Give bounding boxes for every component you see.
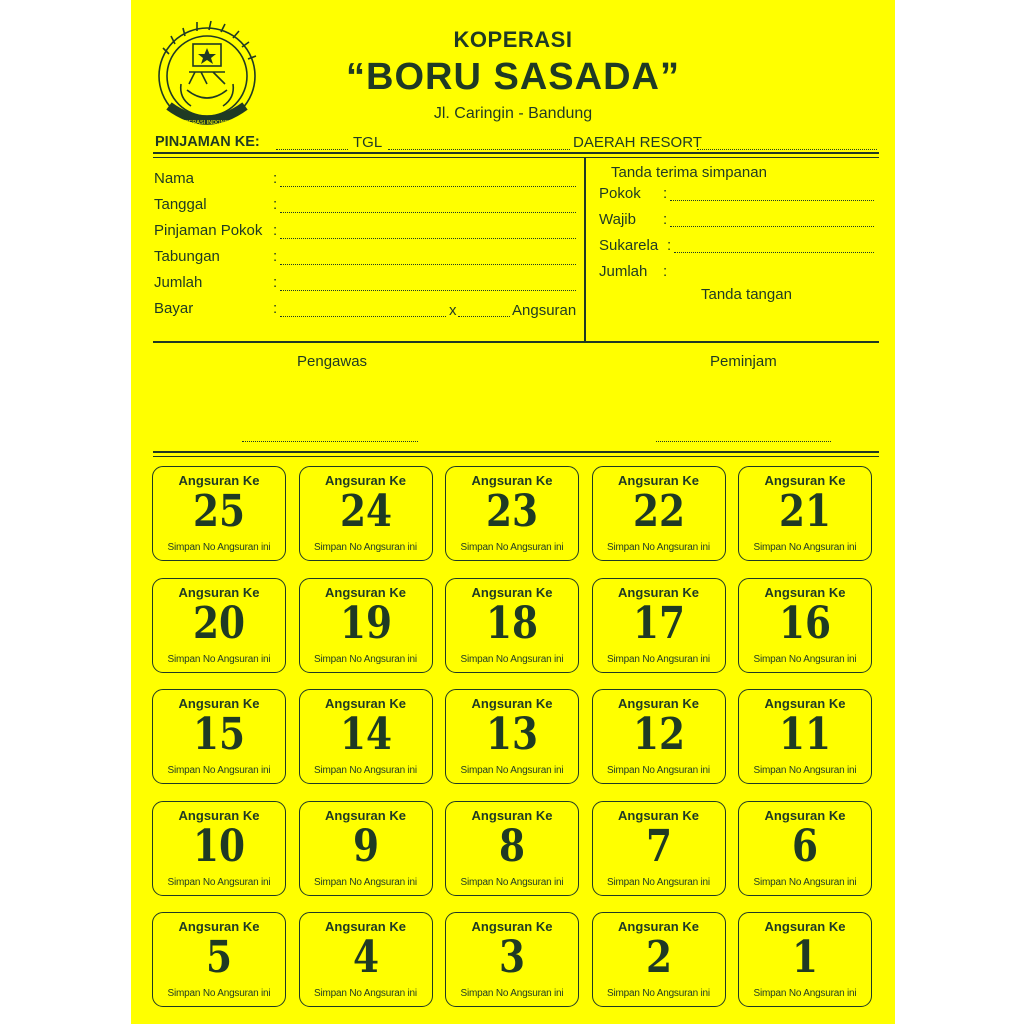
wajib-field[interactable] bbox=[670, 226, 874, 227]
jumlah-colon: : bbox=[273, 274, 278, 291]
installment-box[interactable] bbox=[445, 466, 579, 561]
bayar-amount-field[interactable] bbox=[280, 316, 446, 317]
installment-box[interactable] bbox=[592, 578, 726, 673]
bayar-count-field[interactable] bbox=[458, 316, 510, 317]
installment-header: Angsuran Ke bbox=[178, 807, 260, 823]
sukarela-field[interactable] bbox=[674, 252, 874, 253]
installment-box[interactable] bbox=[152, 912, 286, 1007]
installment-header: Angsuran Ke bbox=[764, 919, 846, 934]
installment-box[interactable] bbox=[738, 801, 872, 896]
loan-card bbox=[131, 0, 895, 1024]
top-rule bbox=[153, 152, 879, 154]
installment-header: Angsuran Ke bbox=[471, 584, 553, 600]
nama-field[interactable] bbox=[280, 186, 576, 187]
logo-text: KOPERASI INDONESIA bbox=[177, 120, 237, 126]
bayar-x: x bbox=[449, 302, 457, 319]
installment-box[interactable] bbox=[738, 466, 872, 561]
lower-rule-thin bbox=[153, 456, 879, 457]
wajib-colon: : bbox=[663, 211, 668, 228]
installment-number: 15 bbox=[192, 709, 246, 760]
pinjaman-ke-field[interactable] bbox=[276, 149, 348, 150]
installment-header: Angsuran Ke bbox=[618, 696, 699, 711]
installment-number: 14 bbox=[339, 709, 392, 760]
installment-number: 21 bbox=[778, 486, 832, 537]
pinjaman-ke-label: PINJAMAN KE: bbox=[155, 134, 260, 150]
installment-box[interactable] bbox=[738, 578, 872, 673]
installment-footer: Simpan No Angsuran ini bbox=[607, 765, 710, 776]
installment-header: Angsuran Ke bbox=[325, 807, 406, 823]
tanggal-label: Tanggal bbox=[154, 196, 207, 213]
sukarela-label: Sukarela bbox=[599, 237, 659, 254]
pokok-colon: : bbox=[663, 185, 668, 202]
installment-box[interactable] bbox=[152, 466, 286, 561]
pinjaman-pokok-colon: : bbox=[273, 222, 278, 239]
installment-box[interactable] bbox=[299, 466, 433, 561]
installment-number: 2 bbox=[645, 932, 672, 983]
installment-header: Angsuran Ke bbox=[618, 584, 699, 600]
installment-number: 25 bbox=[192, 486, 246, 537]
installment-box[interactable] bbox=[445, 578, 579, 673]
installment-header: Angsuran Ke bbox=[764, 473, 846, 488]
tanggal-colon: : bbox=[273, 196, 278, 213]
installment-header: Angsuran Ke bbox=[178, 919, 260, 934]
installment-box[interactable] bbox=[445, 912, 579, 1007]
installment-box[interactable] bbox=[738, 912, 872, 1007]
installment-box[interactable] bbox=[299, 912, 433, 1007]
installment-footer: Simpan No Angsuran ini bbox=[460, 765, 564, 776]
installment-number: 19 bbox=[339, 597, 392, 649]
installment-header: Angsuran Ke bbox=[325, 696, 406, 711]
peminjam-label: Peminjam bbox=[710, 353, 777, 370]
sukarela-colon: : bbox=[667, 237, 672, 254]
installment-number: 4 bbox=[352, 932, 379, 983]
installment-footer: Simpan No Angsuran ini bbox=[753, 988, 857, 999]
tgl-field[interactable] bbox=[388, 149, 570, 150]
installment-footer: Simpan No Angsuran ini bbox=[607, 988, 710, 999]
bayar-label: Bayar bbox=[154, 300, 194, 317]
installment-box[interactable] bbox=[592, 801, 726, 896]
peminjam-signature-line[interactable] bbox=[656, 441, 831, 442]
installment-header: Angsuran Ke bbox=[178, 696, 260, 711]
middle-rule bbox=[153, 341, 879, 343]
installment-number: 12 bbox=[632, 709, 685, 760]
nama-label: Nama bbox=[154, 170, 195, 187]
installment-number: 16 bbox=[778, 597, 832, 649]
installment-header: Angsuran Ke bbox=[325, 473, 406, 488]
installment-box[interactable] bbox=[592, 912, 726, 1007]
installment-header: Angsuran Ke bbox=[325, 584, 406, 600]
daerah-resort-field[interactable] bbox=[697, 149, 877, 150]
installment-header: Angsuran Ke bbox=[325, 919, 406, 934]
installment-box[interactable] bbox=[299, 689, 433, 784]
jumlah-simpanan-colon: : bbox=[663, 263, 668, 280]
jumlah-label: Jumlah bbox=[154, 274, 203, 291]
nama-colon: : bbox=[273, 170, 278, 187]
jumlah-field[interactable] bbox=[280, 290, 576, 291]
field-divider bbox=[584, 158, 586, 342]
pengawas-signature-line[interactable] bbox=[242, 441, 418, 442]
installment-footer: Simpan No Angsuran ini bbox=[167, 765, 271, 776]
installment-number: 20 bbox=[192, 597, 246, 649]
installment-box[interactable] bbox=[445, 801, 579, 896]
installment-footer: Simpan No Angsuran ini bbox=[167, 876, 271, 888]
installment-number: 3 bbox=[498, 932, 526, 983]
installment-header: Angsuran Ke bbox=[618, 473, 699, 488]
tanggal-field[interactable] bbox=[280, 212, 576, 213]
installment-number: 5 bbox=[205, 932, 233, 983]
installment-header: Angsuran Ke bbox=[178, 584, 260, 600]
tgl-label: TGL bbox=[353, 134, 383, 151]
installment-header: Angsuran Ke bbox=[471, 473, 553, 488]
tabungan-field[interactable] bbox=[280, 264, 576, 265]
installment-header: Angsuran Ke bbox=[471, 696, 553, 711]
angsuran-label: Angsuran bbox=[512, 302, 577, 319]
org-type: KOPERASI bbox=[453, 27, 573, 52]
installment-box[interactable] bbox=[152, 801, 286, 896]
installment-number: 9 bbox=[352, 820, 379, 872]
installment-box[interactable] bbox=[299, 578, 433, 673]
pokok-field[interactable] bbox=[670, 200, 874, 201]
daerah-resort-label: DAERAH RESORT bbox=[573, 134, 702, 151]
top-rule-thin bbox=[153, 157, 879, 158]
installment-footer: Simpan No Angsuran ini bbox=[753, 542, 857, 553]
installment-number: 8 bbox=[498, 820, 526, 872]
installment-footer: Simpan No Angsuran ini bbox=[314, 876, 417, 888]
installment-footer: Simpan No Angsuran ini bbox=[460, 876, 564, 888]
org-name: “BORU SASADA” bbox=[346, 56, 680, 98]
installment-number: 7 bbox=[645, 820, 672, 872]
installment-number: 11 bbox=[778, 709, 832, 760]
wajib-label: Wajib bbox=[599, 211, 636, 228]
installment-box[interactable] bbox=[445, 689, 579, 784]
installment-box[interactable] bbox=[152, 689, 286, 784]
installment-number: 24 bbox=[339, 486, 392, 537]
installment-footer: Simpan No Angsuran ini bbox=[607, 542, 710, 553]
installment-footer: Simpan No Angsuran ini bbox=[167, 542, 271, 553]
installment-header: Angsuran Ke bbox=[471, 807, 553, 823]
installment-footer: Simpan No Angsuran ini bbox=[607, 876, 710, 888]
installment-number: 18 bbox=[485, 597, 539, 649]
tanda-tangan-label: Tanda tangan bbox=[701, 286, 792, 303]
installment-footer: Simpan No Angsuran ini bbox=[460, 653, 564, 665]
bayar-colon: : bbox=[273, 300, 278, 317]
installment-number: 17 bbox=[632, 597, 685, 649]
installment-footer: Simpan No Angsuran ini bbox=[753, 765, 857, 776]
pinjaman-pokok-field[interactable] bbox=[280, 238, 576, 239]
installment-footer: Simpan No Angsuran ini bbox=[607, 653, 710, 665]
installment-box[interactable] bbox=[152, 578, 286, 673]
installment-number: 22 bbox=[632, 486, 685, 537]
installment-header: Angsuran Ke bbox=[764, 696, 846, 711]
installment-footer: Simpan No Angsuran ini bbox=[314, 765, 417, 776]
pokok-label: Pokok bbox=[599, 185, 641, 202]
installment-box[interactable] bbox=[299, 801, 433, 896]
installment-number: 6 bbox=[791, 820, 819, 872]
installment-header: Angsuran Ke bbox=[471, 919, 553, 934]
jumlah-simpanan-label: Jumlah bbox=[599, 263, 648, 280]
installment-number: 23 bbox=[485, 486, 539, 537]
installment-header: Angsuran Ke bbox=[618, 919, 699, 934]
installment-box[interactable] bbox=[738, 689, 872, 784]
installment-header: Angsuran Ke bbox=[618, 807, 699, 823]
installment-footer: Simpan No Angsuran ini bbox=[460, 542, 564, 553]
installment-number: 13 bbox=[485, 709, 539, 760]
installment-footer: Simpan No Angsuran ini bbox=[753, 876, 857, 888]
installment-header: Angsuran Ke bbox=[764, 807, 846, 823]
pengawas-label: Pengawas bbox=[297, 353, 368, 370]
installment-footer: Simpan No Angsuran ini bbox=[167, 653, 271, 665]
tanda-terima-title: Tanda terima simpanan bbox=[611, 164, 767, 181]
installment-header: Angsuran Ke bbox=[764, 584, 846, 600]
tabungan-label: Tabungan bbox=[154, 248, 220, 265]
installment-footer: Simpan No Angsuran ini bbox=[314, 988, 417, 999]
installment-footer: Simpan No Angsuran ini bbox=[460, 988, 564, 999]
installment-number: 10 bbox=[192, 820, 246, 872]
installment-footer: Simpan No Angsuran ini bbox=[753, 653, 857, 665]
installment-box[interactable] bbox=[592, 466, 726, 561]
installment-box[interactable] bbox=[592, 689, 726, 784]
lower-rule bbox=[153, 451, 879, 453]
tabungan-colon: : bbox=[273, 248, 278, 265]
pinjaman-pokok-label: Pinjaman Pokok bbox=[154, 222, 263, 239]
installment-footer: Simpan No Angsuran ini bbox=[314, 653, 417, 665]
installment-header: Angsuran Ke bbox=[178, 473, 260, 488]
installment-footer: Simpan No Angsuran ini bbox=[314, 542, 417, 553]
org-address: Jl. Caringin - Bandung bbox=[433, 105, 593, 122]
installment-footer: Simpan No Angsuran ini bbox=[167, 988, 271, 999]
installment-number: 1 bbox=[791, 932, 819, 983]
